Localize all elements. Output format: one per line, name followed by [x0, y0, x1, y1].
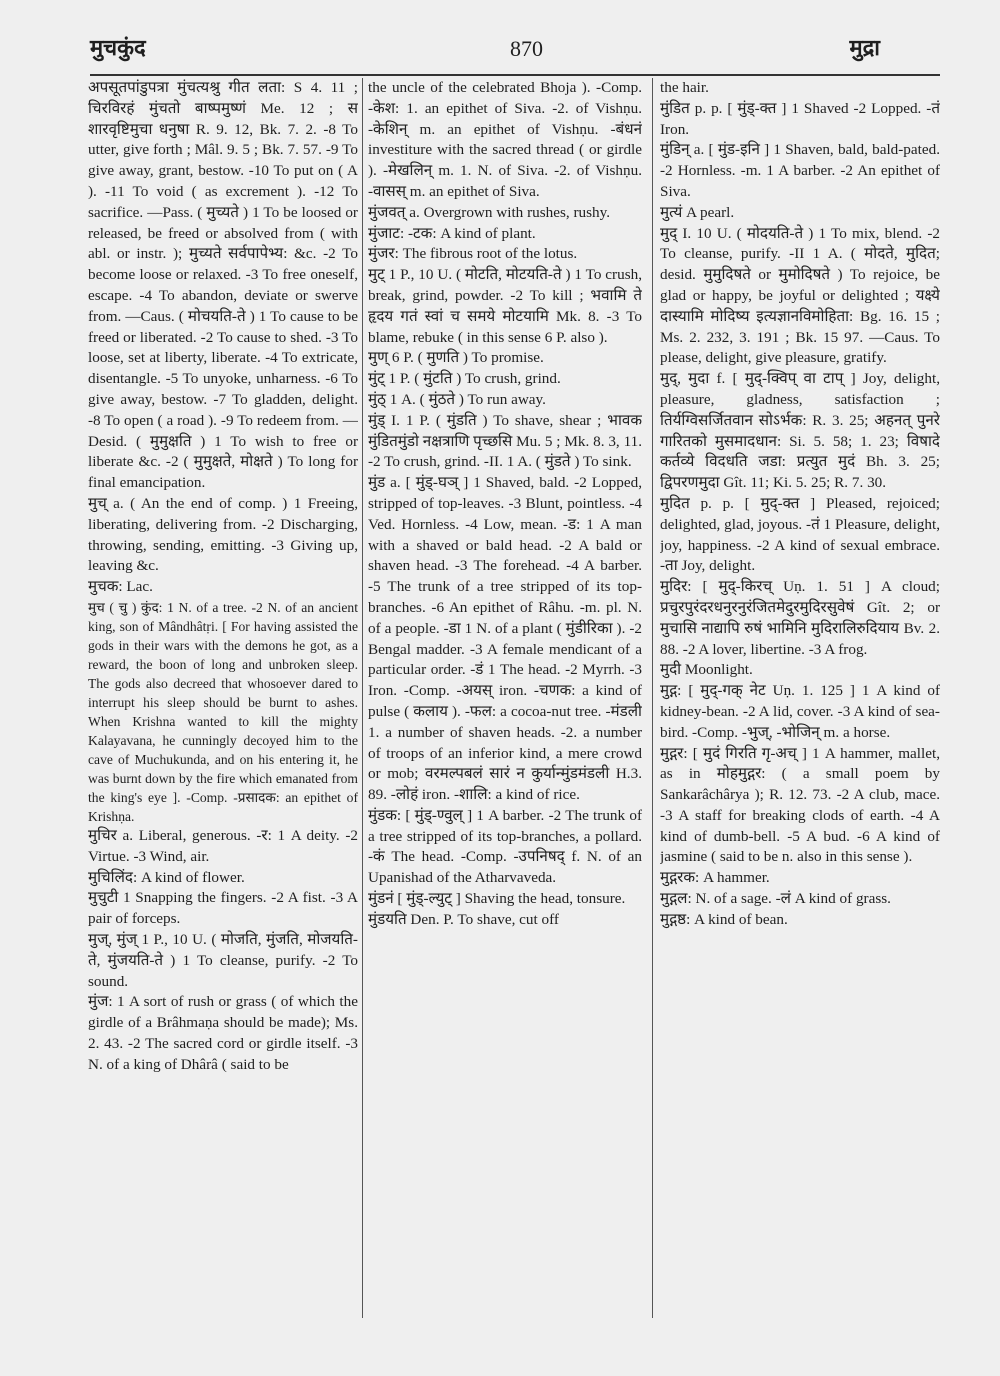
entry: मुंजाट: -टक: A kind of plant.: [368, 224, 536, 242]
entry: अपसूतपांडुपत्रा मुंचत्यश्रु गीत लता: S 4. 11 ; चिरविरहं मुंचतो बाष्पमुष्णं Me. 12 ; स शारवृष्टिमुचा धनुषा R. 9. 12, Bk. 7. 2. -8 To utter, give forth ; Mâl. 9. 5 ; Bk. 7. 57. -9 To give away, grant, bestow. -10 To put on ( A ). -11 To void ( as excrement ). -12 To sacrifice. —Pass. ( मुच्यते ) 1 To be loosed or released, be freed or absolved from ( with abl. or instr. ); मुच्यते सर्वपापेभ्य: &c. -2 To become loose or relaxed. -3 To free oneself, escape. -4 To abandon, deviate or swerve from. —Caus. ( मोचयति-ते ) 1 To cause to be freed or liberated. -2 To cause to shed. -3 To loose, set at liberty, liberate. -4 To extricate, disentangle. -5 To unyoke, unharness. -6 To give away, bestow. -7 To gladden, delight. -8 To open ( a road ). -9 To redeem from. —Desid. ( मुमुक्षति ) 1 To wish to free or liberate &c. -2 ( मुमुक्षते, मोक्षते ) To long for final emancipation.: [88, 79, 358, 492]
entry: मुंड् I. 1 P. ( मुंडति ) To shave, shear ; भावक मुंडितमुंडो नक्षत्राणि पृच्छसि Mu. 5 ; Mk. 8. 3, 11. -2 To crush, grind. -II. 1 A. ( मुंडते ) To sink.: [368, 411, 642, 471]
entry: मुद्गर: [ मुदं गिरति गृ-अच् ] 1 A hammer, mallet, as in मोहमुद्गर: ( a small poem by Sankarâchârya ); R. 12. 73. -2 A club, mace. -3 A staff for breaking clods of earth. -4 A kind of dumb-bell. -5 A bud. -6 A kind of jasmine ( said to be n. also in this sense ).: [660, 744, 940, 866]
page-header: [90, 30, 940, 74]
entry: मुचुटी 1 Snapping the fingers. -2 A fist. -3 A pair of forceps.: [88, 889, 358, 928]
entry: मुंट् 1 P. ( मुंटति ) To crush, grind.: [368, 370, 561, 388]
entry: the hair.: [660, 79, 709, 96]
page-number: 870: [510, 36, 543, 61]
column-divider-2: [652, 78, 653, 1318]
entry: मुंज: 1 A sort of rush or grass ( of which the girdle of a Brâhmaṇa should be made); Ms. 2. 43. -2 The sacred cord or girdle itself. -3 N. of a king of Dhârâ ( said to be: [88, 993, 358, 1073]
entry: मुज्, मुंज् 1 P., 10 U. ( मोजति, मुंजति, मोजयति-ते, मुंजयति-ते ) 1 To cleanse, purify. -2 To sound.: [88, 930, 358, 990]
entry: मुद्, मुदा f. [ मुद्-क्विप् वा टाप् ] Joy, delight, pleasure, gladness, satisfaction ; तिर्यग्विसर्जितवान सोऽर्भक: R. 3. 25; अहनत् पुनरे गारितको मुसमादधान: Si. 5. 58; 1. 23; विषादे कर्तव्ये विदधति जडा: प्रत्युत मुदं Bh. 3. 25; द्विपरणमुदा Gît. 11; Ki. 5. 25; R. 7. 30.: [660, 370, 940, 492]
entry: मुदिर: [ मुद्-किरच् Uṇ. 1. 51 ] A cloud; प्रचुरपुरंदरधनुरनुरंजितमेदुरमुदिरसुवेषं Gît. 2; or मुचासि नाद्यापि रुषं भामिनि मुदिरालिरुदियाय Bv. 2. 88. -2 A lover, libertine. -3 A frog.: [660, 578, 940, 658]
column-2: [368, 78, 642, 1318]
entry: मुचिर a. Liberal, generous. -र: 1 A deity. -2 Virtue. -3 Wind, air.: [88, 826, 358, 865]
entry: मुचक: Lac.: [88, 578, 153, 596]
entry: मुद् I. 10 U. ( मोदयति-ते ) 1 To mix, blend. -2 To cleanse, purify. -II 1 A. ( मोदते, मुदित; desid. मुमुदिषते or मुमोदिषते ) To rejoice, be glad or happy, be joyful or delighted ; यक्ष्ये दास्यामि मोदिष्य इत्यज्ञानविमोहिता: Bg. 16. 15 ; Ms. 2. 232, 3. 191 ; Bk. 15 97. —Caus. To please, delight, give pleasure, gratify.: [660, 224, 940, 367]
column-1: [88, 78, 358, 1318]
entry: मुंडिन् a. [ मुंड-इनि ] 1 Shaven, bald, bald-pated. -2 Hornless. -m. 1 A barber. -2 An epithet of Siva.: [660, 141, 940, 200]
header-rule: [90, 74, 940, 76]
entry: मुद्गष्ठ: A kind of bean.: [660, 910, 788, 928]
column-divider-1: [362, 78, 363, 1318]
entry: मुण् 6 P. ( मुणति ) To promise.: [368, 349, 544, 367]
entry: मुद्गरक: A hammer.: [660, 869, 770, 887]
entry: मुत्यं A pearl.: [660, 203, 735, 221]
column-3: [660, 78, 940, 1318]
entry: मुंजर: The fibrous root of the lotus.: [368, 245, 578, 263]
entry: मुट् 1 P., 10 U. ( मोटति, मोटयति-ते ) 1 To crush, break, grind, powder. -2 To kill ; भवामि ते हृदय गतं स्वां च समये मोटयामि Mk. 8. -3 To blame, rebuke ( in this sense 6 P. also ).: [368, 266, 642, 346]
entry: मुदी Moonlight.: [660, 661, 753, 679]
entry: मुंडित p. p. [ मुंड्-क्त ] 1 Shaved -2 Lopped. -तं Iron.: [660, 99, 940, 138]
entry: मुंडक: [ मुंड्-ण्वुल् ] 1 A barber. -2 The trunk of a tree stripped of its top-branches, a pollard. -कं The head. -Comp. -उपनिषद् f. N. of an Upanishad of the Atharvaveda.: [368, 806, 642, 887]
entry: मुंडयति Den. P. To shave, cut off: [368, 910, 559, 928]
entry: मुद्गल: N. of a sage. -लं A kind of grass.: [660, 890, 891, 908]
entry: मुच ( चु ) कुंद: 1 N. of a tree. -2 N. of an ancient king, son of Mândhâtṛi. [ For having assisted the gods in their wars with the demons he got, as a reward, the boon of long and unbroken sleep. The gods also decreed that whosoever dared to interrupt his sleep should be burnt to ashes. When Krishna wanted to kill the mighty Kalayavana, he cunningly decoyed him to the cave of Muchukunda, and on his entering it, he was burnt down by the fire which emanated from the king's eye ]. -Comp. -प्रसादक: an epithet of Krishṇa.: [88, 599, 358, 824]
entry: मुंठ् 1 A. ( मुंठते ) To run away.: [368, 390, 546, 408]
entry: मुद्ग: [ मुद्-गक् नेट Uṇ. 1. 125 ] 1 A kind of kidney-bean. -2 A lid, cover. -3 A kind of sea-bird. -Comp. -भुज्, -भोजिन् m. a horse.: [660, 682, 940, 741]
entry: मुच् a. ( An the end of comp. ) 1 Freeing, liberating, delivering from. -2 Discharging, throwing, sending, emitting. -3 Giving up, leaving &c.: [88, 494, 358, 575]
left-running-headword: मुचकुंद: [90, 35, 146, 61]
entry: मुंडनं [ मुंड्-ल्युट् ] Shaving the head, tonsure.: [368, 890, 626, 908]
entry: मुचिलिंद: A kind of flower.: [88, 868, 245, 886]
right-running-headword: मुद्रा: [849, 35, 880, 61]
entry: the uncle of the celebrated Bhoja ). -Comp. -केश: 1. an epithet of Siva. -2. of Vishṇu. -केशिन् m. an epithet of Vishṇu. -बंधनं investiture with the sacred thread ( or girdle ). -मेखलिन् m. 1. N. of Siva. -2. of Vishṇu. -वासस् m. an epithet of Siva.: [368, 79, 642, 200]
entry: मुंड a. [ मुंड्-घञ् ] 1 Shaved, bald. -2 Lopped, stripped of top-leaves. -3 Blunt, pointless. -4 Ved. Hornless. -4 Low, mean. -ड: 1 A man with a shaved or bald head. -2 A bald or shaven head. -3 The forehead. -4 A barber. -5 The trunk of a tree stripped of its top-branches. -6 An epithet of Râhu. -m. pl. N. of a people. -डा 1 N. of a plant ( मुंडीरिका ). -2 Bengal madder. -3 A female mendicant of a particular order. -डं 1 The head. -2 Myrrh. -3 Iron. -Comp. -अयस् iron. -चणक: a kind of pulse ( कलाय ). -फल: a cocoa-nut tree. -मंडली 1. a number of shaven heads. -2. a number of troops of an inferior kind, a mere crowd or mob; वरमल्पबलं सारं न कुर्यान्मुंडमंडली H.3. 89. -लोहं iron. -शालि: a kind of rice.: [368, 474, 642, 804]
entry: मुदित p. p. [ मुद्-क्त ] Pleased, rejoiced; delighted, glad, joyous. -तं 1 Pleasure, delight, joy, happiness. -2 A kind of sexual embrace. -ता Joy, delight.: [660, 494, 940, 575]
entry: मुंजवत् a. Overgrown with rushes, rushy.: [368, 203, 611, 221]
